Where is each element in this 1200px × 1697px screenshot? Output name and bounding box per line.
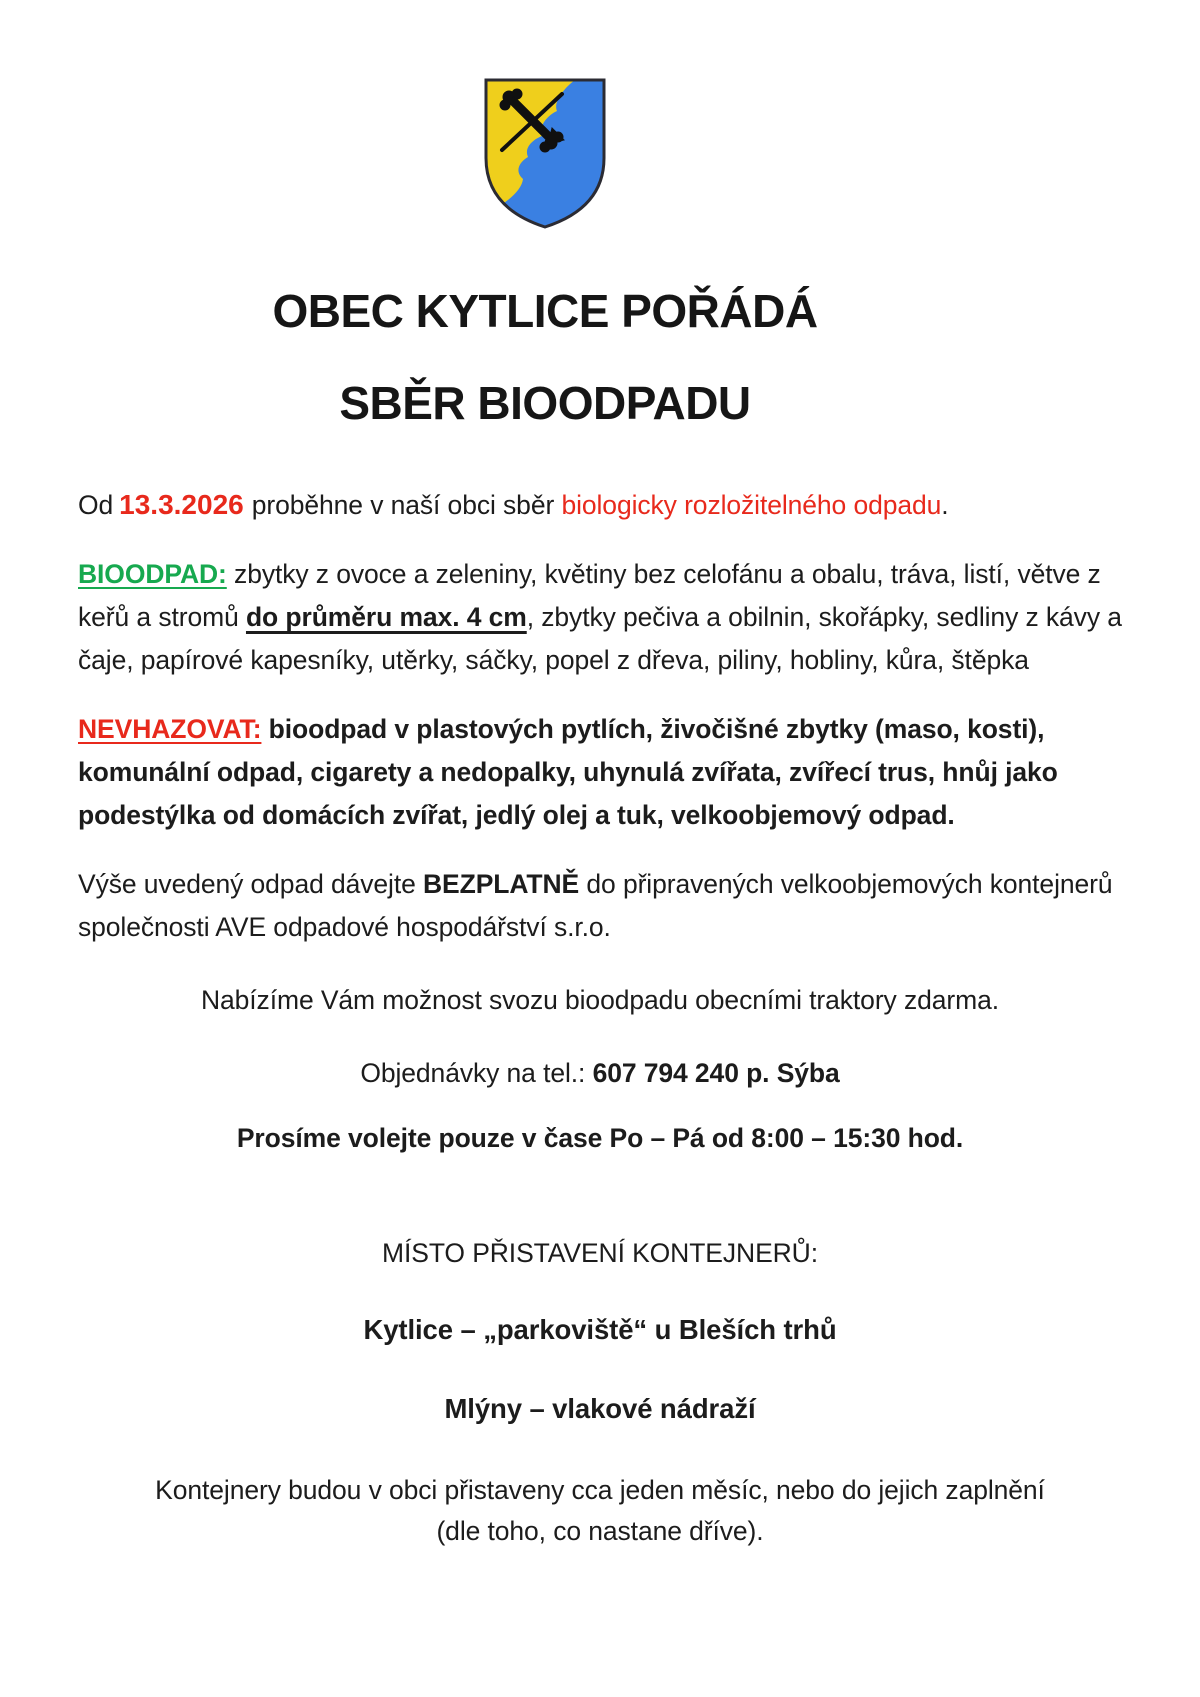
intro-middle: proběhne v naší obci sběr bbox=[251, 490, 562, 520]
nevhazovat-text: bioodpad v plastových pytlích, živočišné zbytky (maso, kosti), komunální odpad, cigarety a nedopalky, uhynulá zvířata, zvířecí trus, hnůj jako podestýlka od domácích zvířat, jedlý olej a tuk, velkoobjemový odpad. bbox=[78, 714, 1058, 830]
bioodpad-text-after: , zbytky pečiva a obilnin, skořápky, sedliny z kávy a čaje, papírové kapesníky, utěrky, sáčky, popel z dřeva, piliny, hobliny, kůra, štěpka bbox=[78, 602, 1122, 676]
bioodpad-diameter-emphasis: do průměru max. 4 cm bbox=[245, 602, 527, 633]
bioodpad-label: BIOODPAD: bbox=[78, 559, 227, 590]
bioodpad-text-before: zbytky z ovoce a zeleniny, květiny bez celofánu a obalu, tráva, listí, větve z keřů a stromů bbox=[78, 559, 1101, 633]
free-disposal-paragraph bbox=[78, 863, 1122, 949]
location-item-mlyny: Mlýny – vlakové nádraží bbox=[444, 1392, 756, 1424]
nevhazovat-paragraph bbox=[78, 708, 1122, 837]
intro-paragraph bbox=[78, 482, 1122, 527]
crest-container bbox=[78, 0, 1122, 232]
nevhazovat-label: NEVHAZOVAT: bbox=[78, 714, 262, 745]
bioodpad-paragraph bbox=[78, 553, 1122, 682]
kytlice-coat-of-arms-icon bbox=[482, 76, 608, 232]
note-line2: (dle toho, co nastane dříve). bbox=[436, 1515, 764, 1546]
intro-prefix: Od bbox=[78, 490, 114, 520]
free-disposal-after: do připravených velkoobjemových kontejnerů společnosti AVE odpadové hospodářství s.r.o. bbox=[78, 868, 1113, 942]
intro-highlight: biologicky rozložitelného odpadu bbox=[561, 490, 942, 520]
locations-heading: MÍSTO PŘISTAVENÍ KONTEJNERŮ: bbox=[382, 1237, 818, 1268]
poster-title-line1: OBEC KYTLICE POŘÁDÁ bbox=[272, 285, 818, 337]
tractor-offer-line: Nabízíme Vám možnost svozu bioodpadu obecními traktory zdarma. bbox=[200, 984, 999, 1015]
poster-title-line2: SBĚR BIOODPADU bbox=[339, 377, 751, 429]
location-item-kytlice: Kytlice – „parkoviště“ u Bleších trhů bbox=[363, 1314, 837, 1346]
free-disposal-before: Výše uvedený odpad dávejte bbox=[78, 868, 423, 899]
orders-line bbox=[78, 1052, 1122, 1095]
containers-note bbox=[78, 1470, 1122, 1552]
orders-label: Objednávky na tel.: bbox=[360, 1057, 593, 1088]
note-line1: Kontejnery budou v obci přistaveny cca jeden měsíc, nebo do jejich zaplnění bbox=[155, 1474, 1045, 1505]
free-emphasis: BEZPLATNĚ bbox=[423, 868, 580, 899]
collection-date: 13.3.2026 bbox=[119, 489, 244, 520]
call-time-line: Prosíme volejte pouze v čase Po – Pá od 8:00 – 15:30 hod. bbox=[236, 1122, 964, 1153]
intro-suffix: . bbox=[941, 490, 949, 520]
orders-phone: 607 794 240 p. Sýba bbox=[592, 1057, 840, 1088]
